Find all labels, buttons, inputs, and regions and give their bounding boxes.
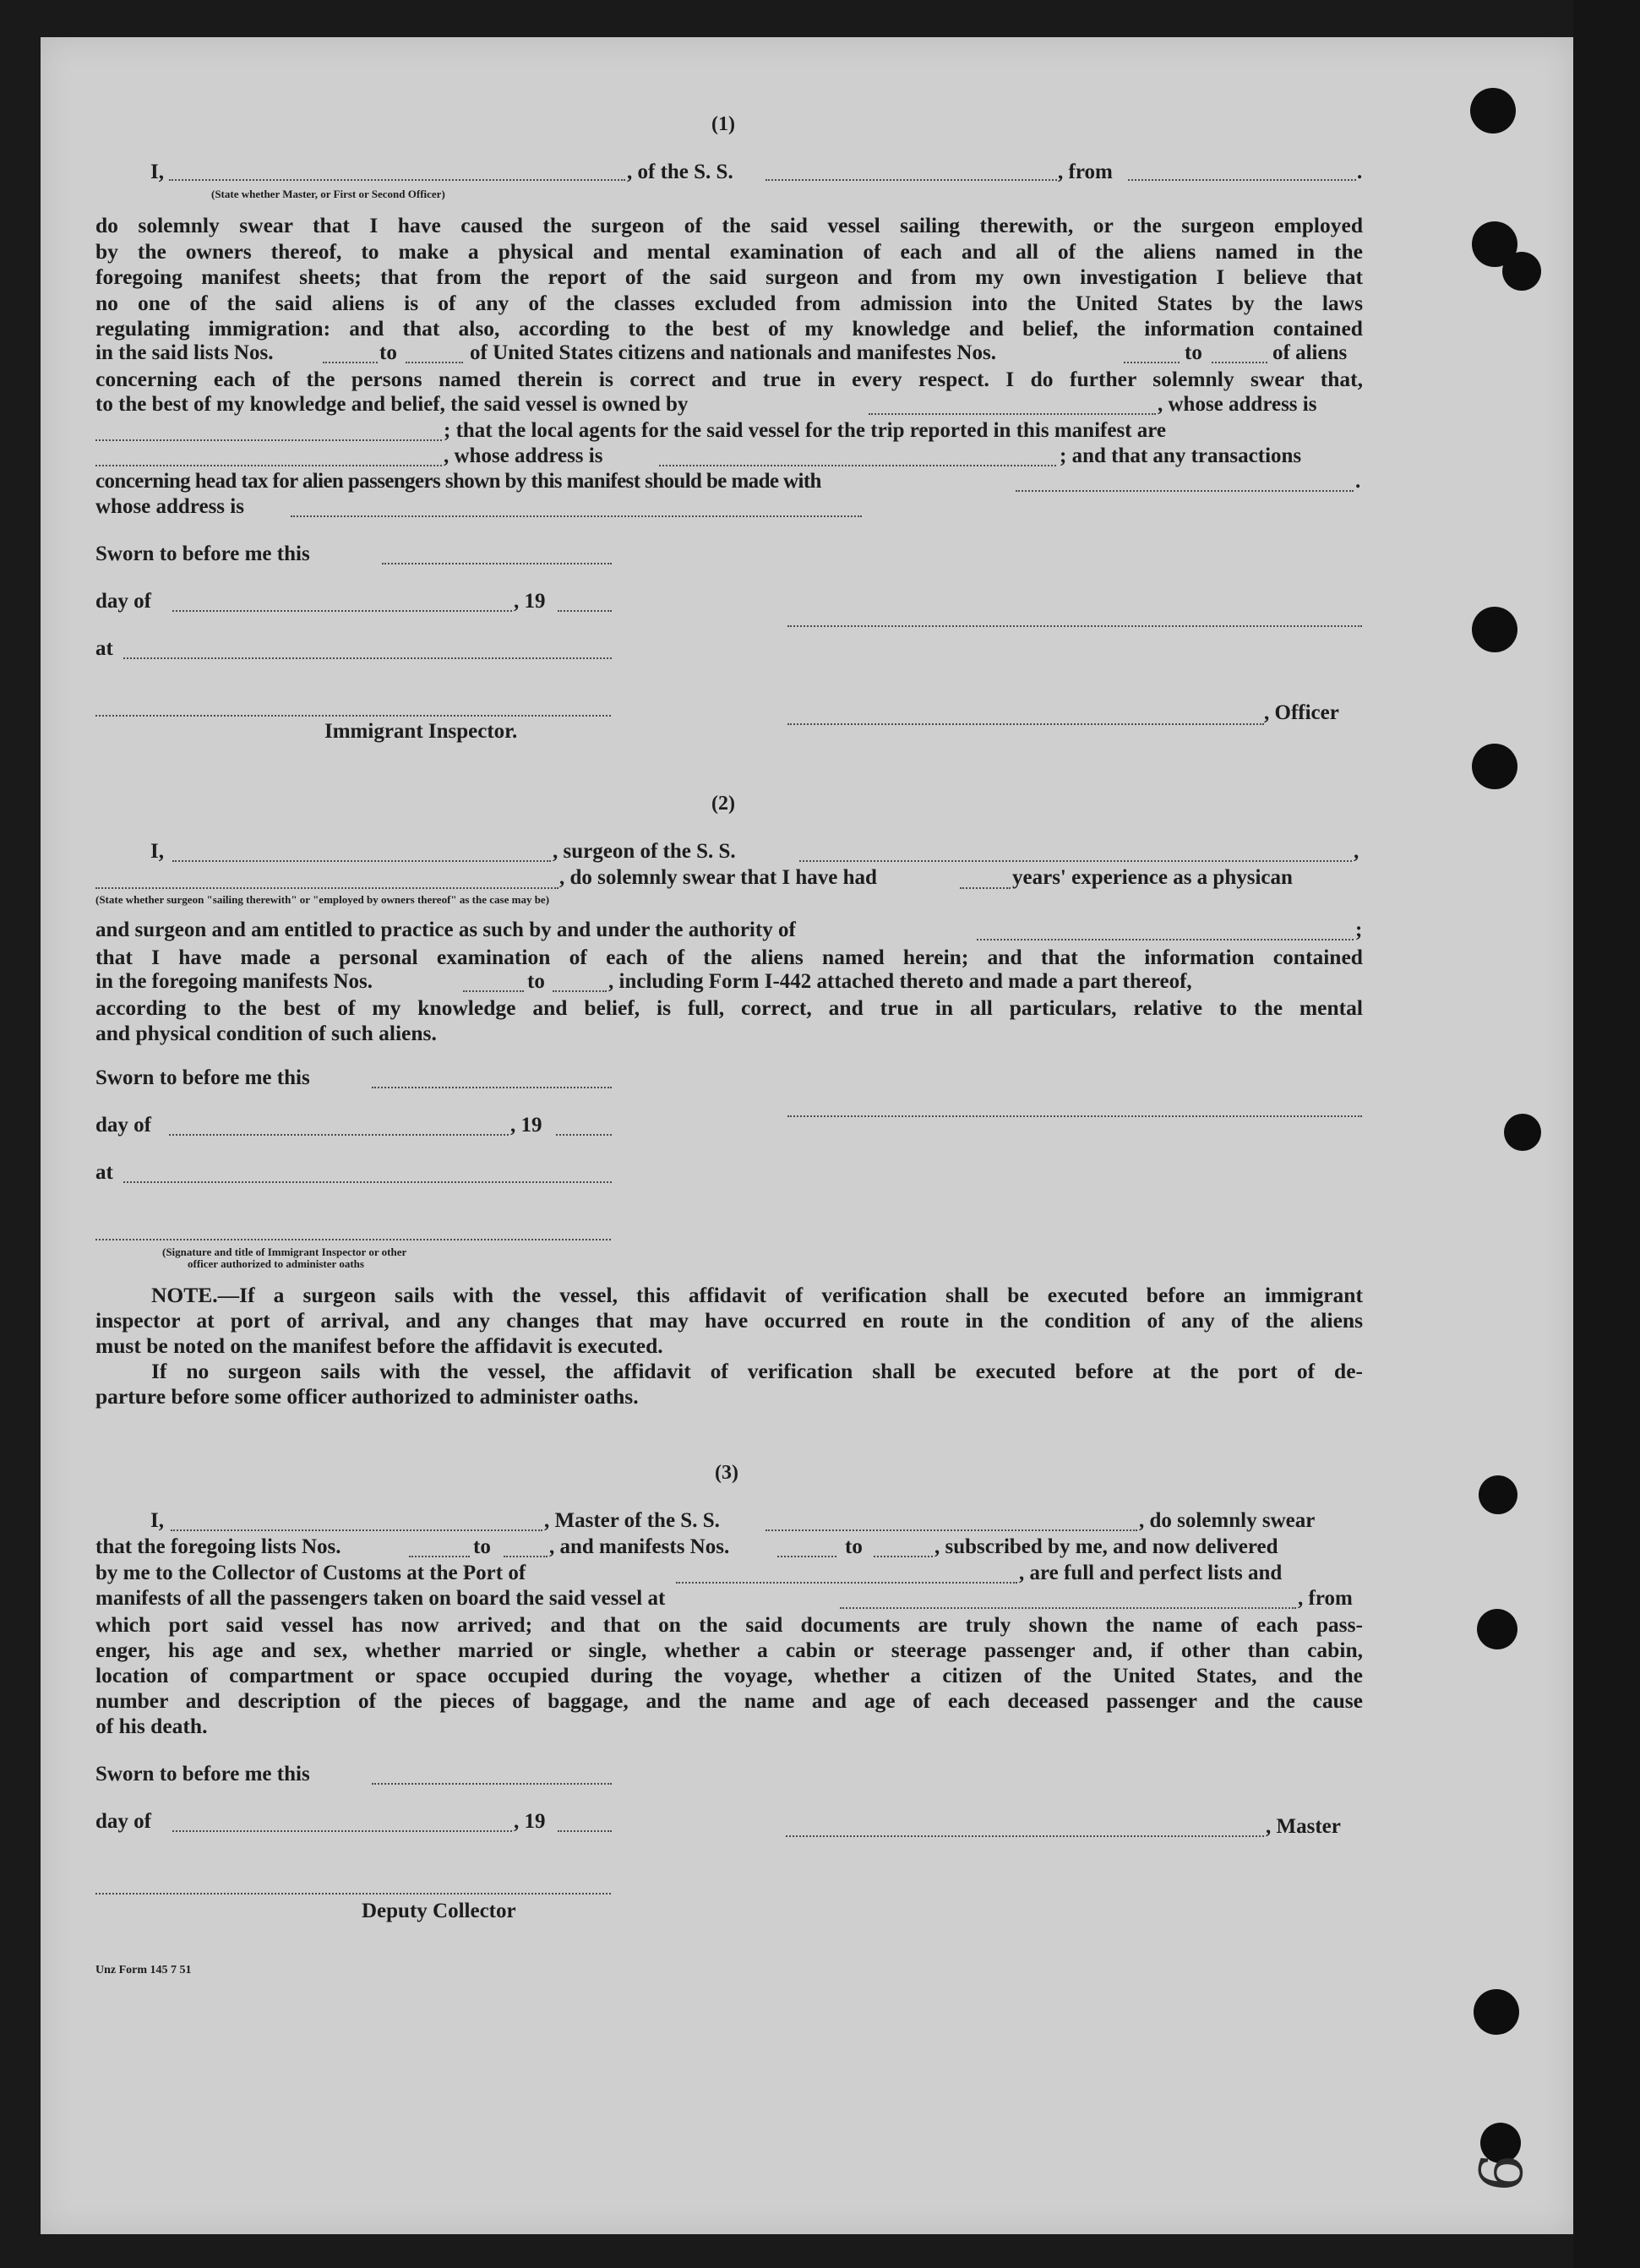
blank-line	[874, 1556, 933, 1557]
section-3-heading: (3)	[715, 1462, 738, 1484]
blank-line	[123, 1181, 612, 1183]
text: concerning head tax for alien passengers shown by this manifest should be made with	[95, 470, 821, 493]
blank-line	[172, 1830, 512, 1832]
text: , do solemnly swear that I have had	[559, 866, 877, 889]
signature-line	[787, 723, 1264, 725]
handwritten-mark: 9	[1463, 2151, 1536, 2194]
at-label: at	[95, 637, 113, 660]
blank-line	[372, 1783, 612, 1785]
text: by me to the Collector of Customs at the Port of	[95, 1562, 526, 1584]
paragraph-line: location of compartment or space occupied during the voyage, whether a citizen of the United States, and the	[95, 1663, 1363, 1687]
signature-line	[95, 1893, 611, 1895]
officer-label: , Officer	[1264, 701, 1339, 724]
year-label: , 19	[514, 1810, 546, 1833]
text: , of the S. S.	[627, 161, 733, 183]
paragraph-line: number and description of the pieces of baggage, and the name and age of each deceased passenger and the cause	[95, 1688, 1363, 1713]
text: I,	[150, 840, 164, 863]
paragraph-line: that I have made a personal examination of each of the aliens named herein; and that the information contained	[95, 945, 1363, 969]
day-label: day of	[95, 1114, 151, 1137]
text: of aliens	[1272, 341, 1348, 364]
punch-hole	[1502, 252, 1541, 291]
text: in the said lists Nos.	[95, 341, 274, 364]
text: to the best of my knowledge and belief, the said vessel is owned by	[95, 393, 689, 416]
paragraph-line: and physical condition of such aliens.	[95, 1021, 437, 1045]
punch-hole	[1472, 744, 1517, 789]
signature-line	[95, 715, 611, 717]
text: manifests of all the passengers taken on board the said vessel at	[95, 1587, 666, 1610]
text: to	[1185, 341, 1202, 364]
blank-line	[169, 1134, 509, 1136]
blank-line	[372, 1087, 612, 1088]
paragraph-line: by the owners thereof, to make a physical and mental examination of each and all of the aliens named in the	[95, 238, 1363, 264]
note-line: must be noted on the manifest before the affidavit is executed.	[95, 1333, 663, 1358]
paragraph-line: do solemnly swear that I have caused the surgeon of the said vessel sailing therewith, or the surgeon employed	[95, 213, 1363, 237]
at-label: at	[95, 1161, 113, 1184]
blank-line	[799, 860, 1352, 862]
text: , Master of the S. S.	[544, 1509, 720, 1532]
paragraph-line: regulating immigration: and that also, according to the best of my knowledge and belief, the information contained	[95, 316, 1363, 341]
text: , from	[1058, 161, 1113, 183]
blank-line	[323, 362, 378, 363]
punch-hole	[1504, 1114, 1541, 1151]
form-number: Unz Form 145 7 51	[95, 1964, 192, 1976]
field-note: (State whether Master, or First or Second Officer)	[211, 188, 445, 200]
signature-line	[787, 1115, 1362, 1117]
sworn-label: Sworn to before me this	[95, 542, 310, 565]
paragraph-line: concerning each of the persons named therein is correct and true in every respect. I do further solemnly swear that,	[95, 367, 1363, 391]
text: , are full and perfect lists and	[1019, 1562, 1283, 1584]
sworn-label: Sworn to before me this	[95, 1066, 310, 1089]
text: .	[1357, 161, 1363, 183]
blank-line	[291, 515, 862, 517]
scan-border	[1573, 0, 1640, 2268]
blank-line	[1128, 179, 1356, 181]
blank-line	[1016, 490, 1354, 492]
blank-line	[95, 887, 558, 889]
text: of United States citizens and nationals and manifestes Nos.	[470, 341, 996, 364]
blank-line	[766, 1529, 1137, 1531]
blank-line	[977, 939, 1354, 940]
blank-line	[95, 465, 442, 466]
sworn-label: Sworn to before me this	[95, 1763, 310, 1786]
text: to	[527, 970, 545, 993]
section-1-heading: (1)	[711, 113, 735, 135]
text: I,	[150, 161, 164, 183]
blank-line	[553, 990, 607, 992]
field-note: officer authorized to administer oaths	[188, 1257, 364, 1270]
paragraph-line: according to the best of my knowledge and belief, is full, correct, and true in all particulars, relative to the mental	[95, 995, 1363, 1020]
text: .	[1355, 470, 1361, 493]
text: , whose address is	[1158, 393, 1317, 416]
text: to	[473, 1535, 491, 1558]
signature-line	[786, 1835, 1264, 1837]
note-line: NOTE.—If a surgeon sails with the vessel, this affidavit of verification shall be executed before an immigrant	[151, 1283, 1363, 1307]
text: and surgeon and am entitled to practice as such by and under the authority of	[95, 919, 796, 941]
blank-line	[659, 465, 1056, 466]
note-line: inspector at port of arrival, and any changes that may have occurred en route in the condition of any of the aliens	[95, 1308, 1363, 1333]
punch-hole	[1477, 1609, 1517, 1649]
text: ; and that any transactions	[1060, 444, 1302, 467]
text: ;	[1355, 919, 1363, 941]
paragraph-line: no one of the said aliens is of any of the classes excluded from admission into the United States by the laws	[95, 290, 1363, 315]
blank-line	[766, 179, 1057, 181]
punch-hole	[1472, 607, 1517, 652]
blank-line	[172, 610, 512, 612]
punch-hole	[1479, 1475, 1517, 1514]
blank-line	[676, 1582, 1017, 1584]
text: I,	[150, 1509, 164, 1532]
text: that the foregoing lists Nos.	[95, 1535, 341, 1558]
blank-line	[777, 1556, 836, 1557]
note-line: If no surgeon sails with the vessel, the affidavit of verification shall be executed before at the port of de-	[151, 1359, 1363, 1383]
text: ,	[1354, 840, 1359, 863]
blank-line	[1124, 362, 1180, 363]
punch-hole	[1474, 1989, 1519, 2035]
text: , including Form I-442 attached thereto and made a part thereof,	[608, 970, 1192, 993]
section-2-heading: (2)	[711, 793, 735, 815]
note-line: parture before some officer authorized to administer oaths.	[95, 1384, 639, 1409]
inspector-label: Immigrant Inspector.	[324, 720, 518, 743]
blank-line	[172, 860, 551, 862]
text: to	[379, 341, 397, 364]
text: years' experience as a physican	[1012, 866, 1293, 889]
text: whose address is	[95, 495, 244, 518]
year-label: , 19	[510, 1114, 542, 1137]
text: to	[845, 1535, 863, 1558]
blank-line	[840, 1607, 1296, 1609]
signature-line	[787, 625, 1362, 627]
blank-line	[558, 610, 612, 612]
field-note: (Signature and title of Immigrant Inspector or other	[162, 1246, 407, 1258]
blank-line	[409, 1556, 470, 1557]
paragraph-line: foregoing manifest sheets; that from the report of the said surgeon and from my own investigation I believe that	[95, 264, 1363, 289]
blank-line	[556, 1134, 612, 1136]
paragraph-line: enger, his age and sex, whether married or single, whether a cabin or steerage passenger and, if other than cabin,	[95, 1638, 1363, 1662]
text: , subscribed by me, and now delivered	[934, 1535, 1278, 1558]
blank-line	[382, 563, 612, 564]
text: , whose address is	[444, 444, 603, 467]
text: ; that the local agents for the said vessel for the trip reported in this manifest are	[444, 419, 1166, 442]
text: , do solemnly swear	[1139, 1509, 1316, 1532]
punch-hole	[1470, 88, 1516, 134]
day-label: day of	[95, 1810, 151, 1833]
text: , from	[1298, 1587, 1353, 1610]
blank-line	[1212, 362, 1267, 363]
deputy-collector-label: Deputy Collector	[362, 1900, 516, 1922]
master-label: , Master	[1266, 1815, 1341, 1838]
blank-line	[169, 179, 625, 181]
blank-line	[960, 887, 1011, 889]
day-label: day of	[95, 590, 151, 613]
blank-line	[504, 1556, 548, 1557]
blank-line	[123, 657, 612, 659]
year-label: , 19	[514, 590, 546, 613]
paragraph-line: of his death.	[95, 1714, 208, 1738]
field-note: (State whether surgeon "sailing therewith" or "employed by owners thereof" as the case may be)	[95, 893, 550, 906]
text: in the foregoing manifests Nos.	[95, 970, 373, 993]
signature-line	[95, 1239, 611, 1240]
blank-line	[869, 413, 1156, 415]
blank-line	[558, 1830, 612, 1832]
paragraph-line: which port said vessel has now arrived; and that on the said documents are truly shown the name of each pass-	[95, 1612, 1363, 1637]
blank-line	[406, 362, 463, 363]
blank-line	[95, 439, 442, 441]
text: , and manifests Nos.	[549, 1535, 730, 1558]
blank-line	[171, 1529, 542, 1531]
blank-line	[463, 990, 524, 992]
text: , surgeon of the S. S.	[553, 840, 736, 863]
